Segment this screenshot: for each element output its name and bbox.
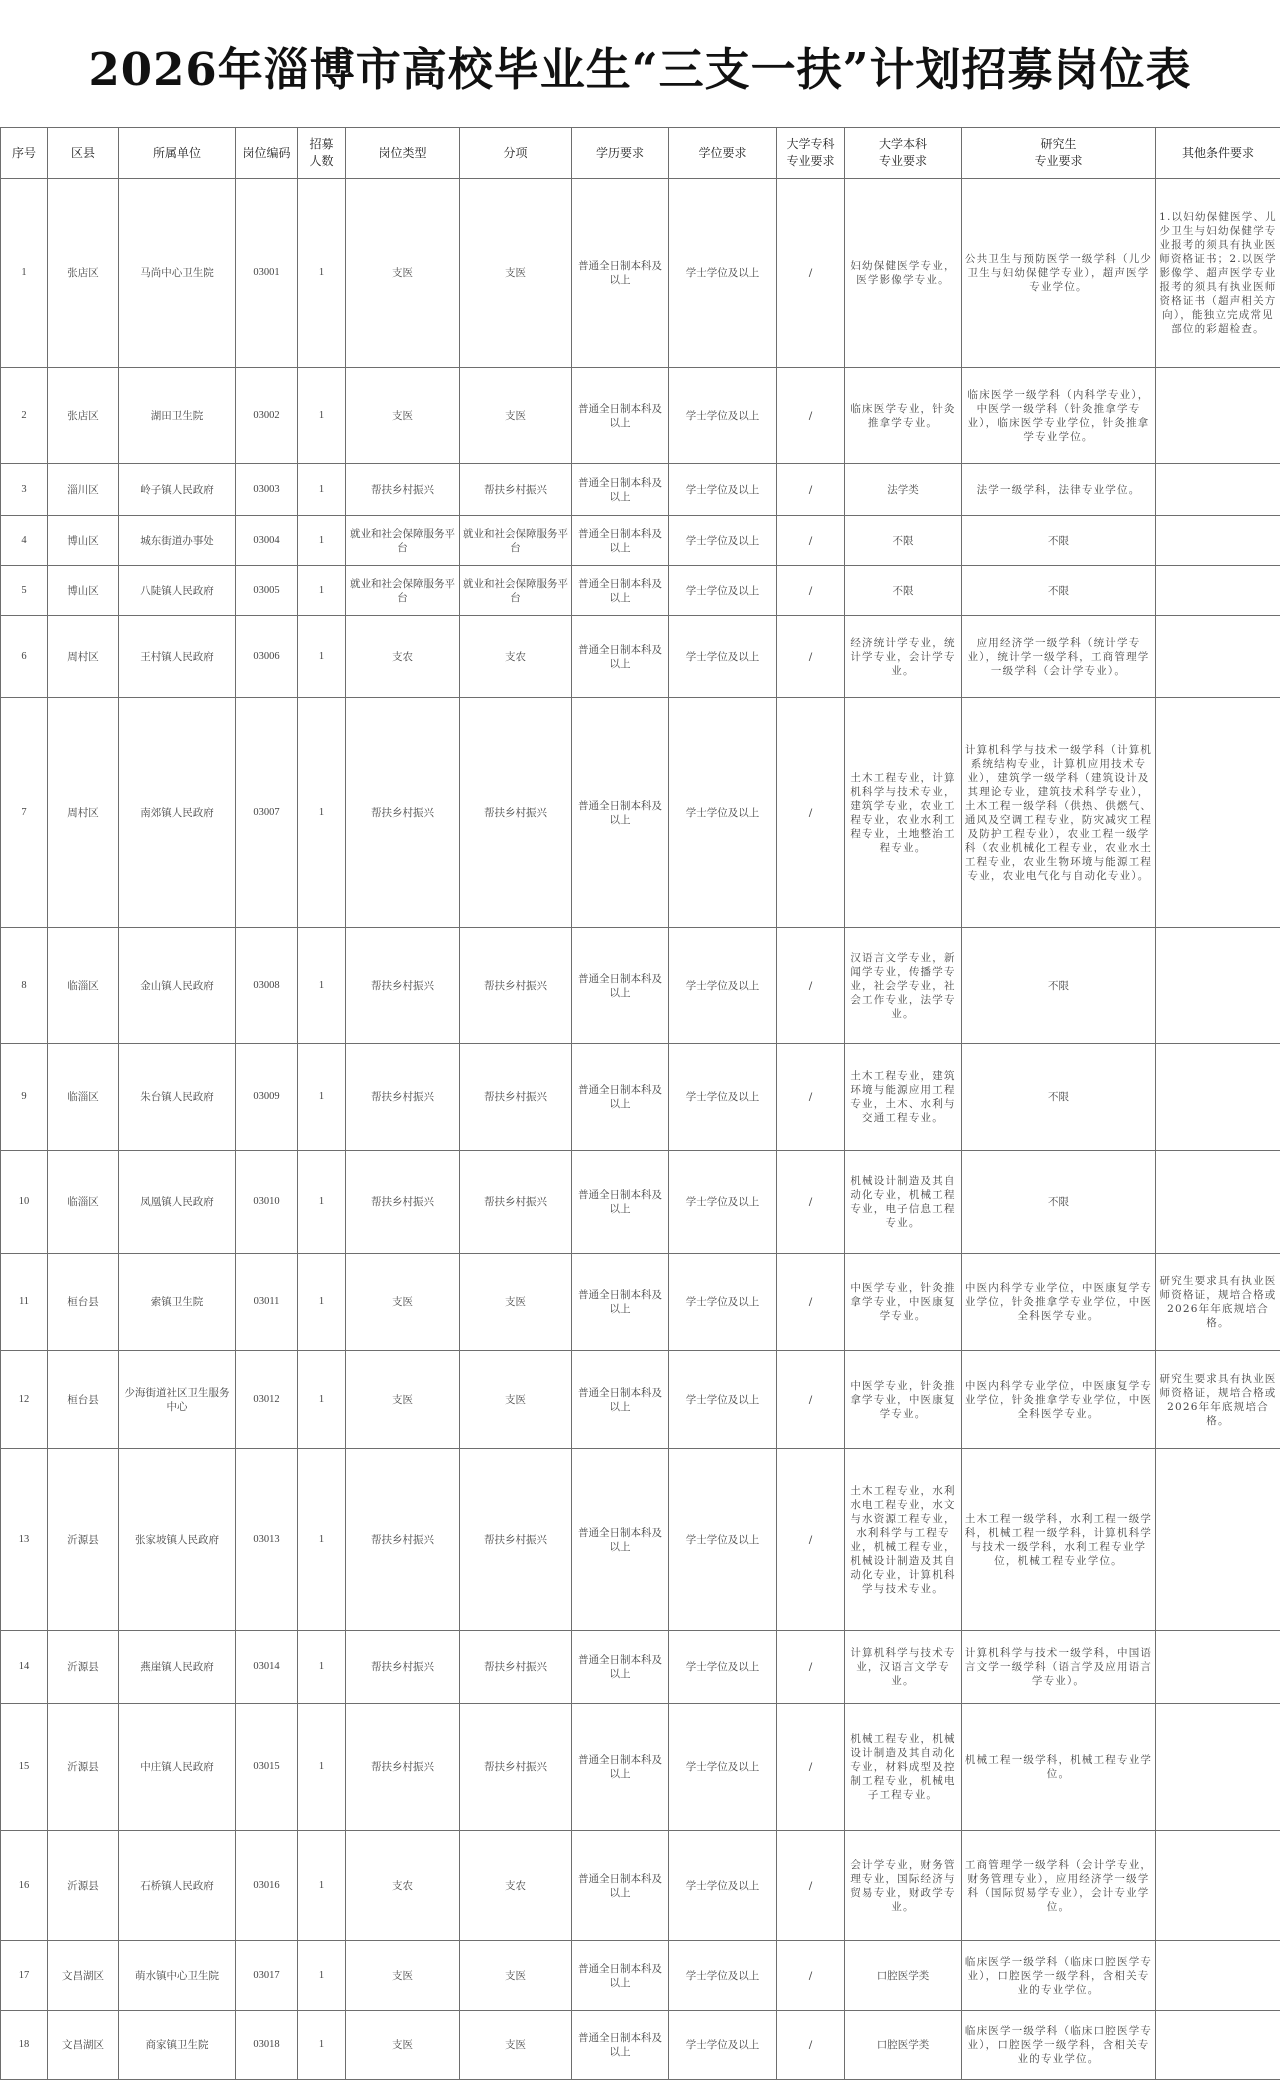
header-postgrad-line2: 专业要求	[1034, 154, 1082, 168]
cell-index: 6	[1, 616, 48, 698]
cell-postgrad: 计算机科学与技术一级学科（计算机系统结构专业，计算机应用技术专业），建筑学一级学科（建筑设计及其理论专业，建筑技术科学专业），土木工程一级学科（供热、供燃气、通风及空调工程专业，防灾减灾工程及防护工程专业），农业工程一级学科（农业机械化工程专业，农业水土工程专业，农业生物环境与能源工程专业，农业电气化与自动化专业）。	[962, 698, 1156, 928]
table-row	[1, 179, 1280, 368]
cell-junior-college: /	[777, 1254, 845, 1351]
cell-index: 8	[1, 928, 48, 1044]
cell-code: 03004	[236, 516, 298, 566]
cell-code: 03008	[236, 928, 298, 1044]
cell-other	[1156, 928, 1280, 1044]
cell-sub-item: 支医	[460, 179, 572, 368]
cell-sub-item: 支医	[460, 1351, 572, 1449]
cell-code: 03014	[236, 1631, 298, 1704]
cell-unit: 城东街道办事处	[119, 516, 236, 566]
cell-post-type: 帮扶乡村振兴	[346, 1631, 460, 1704]
header-junior-college	[777, 128, 845, 179]
cell-count: 1	[298, 1831, 346, 1941]
table-row	[1, 1351, 1280, 1449]
cell-postgrad: 计算机科学与技术一级学科，中国语言文学一级学科（语言学及应用语言学专业）。	[962, 1631, 1156, 1704]
cell-sub-item: 帮扶乡村振兴	[460, 1704, 572, 1831]
cell-other: 1.以妇幼保健医学、儿少卫生与妇幼保健学专业报考的须具有执业医师资格证书；2.以医学影像学、超声医学专业报考的须具有执业医师资格证书（超声相关方向），能独立完成常见部位的彩超检查。	[1156, 179, 1280, 368]
cell-code: 03011	[236, 1254, 298, 1351]
cell-sub-item: 帮扶乡村振兴	[460, 1044, 572, 1151]
cell-district: 沂源县	[48, 1831, 119, 1941]
cell-other	[1156, 1941, 1280, 2011]
cell-degree: 学士学位及以上	[669, 179, 777, 368]
cell-education: 普通全日制本科及以上	[572, 1044, 669, 1151]
cell-index: 9	[1, 1044, 48, 1151]
cell-postgrad: 不限	[962, 1151, 1156, 1254]
cell-undergrad: 临床医学专业，针灸推拿学专业。	[845, 368, 962, 464]
cell-junior-college: /	[777, 698, 845, 928]
cell-education: 普通全日制本科及以上	[572, 1831, 669, 1941]
cell-degree: 学士学位及以上	[669, 1941, 777, 2011]
cell-junior-college: /	[777, 1449, 845, 1631]
cell-undergrad: 口腔医学类	[845, 1941, 962, 2011]
cell-education: 普通全日制本科及以上	[572, 368, 669, 464]
table-row	[1, 1941, 1280, 2011]
table-row	[1, 1044, 1280, 1151]
cell-other	[1156, 2011, 1280, 2080]
cell-post-type: 支医	[346, 1351, 460, 1449]
cell-district: 文昌湖区	[48, 2011, 119, 2080]
cell-district: 沂源县	[48, 1631, 119, 1704]
table-row	[1, 566, 1280, 616]
header-post-type: 岗位类型	[346, 128, 460, 179]
header-postgrad	[962, 128, 1156, 179]
header-count-line1: 招募	[309, 137, 333, 151]
cell-education: 普通全日制本科及以上	[572, 698, 669, 928]
cell-index: 13	[1, 1449, 48, 1631]
cell-education: 普通全日制本科及以上	[572, 2011, 669, 2080]
cell-count: 1	[298, 928, 346, 1044]
cell-junior-college: /	[777, 1941, 845, 2011]
cell-count: 1	[298, 1941, 346, 2011]
cell-unit: 朱台镇人民政府	[119, 1044, 236, 1151]
cell-postgrad: 不限	[962, 928, 1156, 1044]
cell-post-type: 帮扶乡村振兴	[346, 1704, 460, 1831]
table-row	[1, 516, 1280, 566]
cell-other	[1156, 1449, 1280, 1631]
cell-undergrad: 不限	[845, 516, 962, 566]
cell-degree: 学士学位及以上	[669, 1351, 777, 1449]
cell-count: 1	[298, 1449, 346, 1631]
cell-education: 普通全日制本科及以上	[572, 1254, 669, 1351]
cell-undergrad: 中医学专业，针灸推拿学专业，中医康复学专业。	[845, 1351, 962, 1449]
cell-post-type: 帮扶乡村振兴	[346, 464, 460, 516]
cell-sub-item: 帮扶乡村振兴	[460, 928, 572, 1044]
cell-postgrad: 临床医学一级学科（临床口腔医学专业），口腔医学一级学科，含相关专业的专业学位。	[962, 1941, 1156, 2011]
cell-count: 1	[298, 368, 346, 464]
cell-unit: 索镇卫生院	[119, 1254, 236, 1351]
header-unit: 所属单位	[119, 128, 236, 179]
cell-undergrad: 机械工程专业，机械设计制造及其自动化专业，材料成型及控制工程专业，机械电子工程专业。	[845, 1704, 962, 1831]
header-count-line2: 人数	[309, 154, 333, 168]
cell-district: 桓台县	[48, 1254, 119, 1351]
header-junior-college-line1: 大学专科	[786, 137, 834, 151]
cell-other	[1156, 1831, 1280, 1941]
header-undergrad-line2: 专业要求	[879, 154, 927, 168]
cell-code: 03015	[236, 1704, 298, 1831]
cell-index: 5	[1, 566, 48, 616]
cell-postgrad: 工商管理学一级学科（会计学专业，财务管理专业），应用经济学一级学科（国际贸易学专业），会计专业学位。	[962, 1831, 1156, 1941]
cell-other	[1156, 566, 1280, 616]
cell-other	[1156, 1151, 1280, 1254]
cell-post-type: 就业和社会保障服务平台	[346, 516, 460, 566]
header-junior-college-line2: 专业要求	[786, 154, 834, 168]
cell-other	[1156, 698, 1280, 928]
cell-count: 1	[298, 698, 346, 928]
table-row	[1, 928, 1280, 1044]
cell-education: 普通全日制本科及以上	[572, 1631, 669, 1704]
cell-postgrad: 公共卫生与预防医学一级学科（儿少卫生与妇幼保健学专业），超声医学专业学位。	[962, 179, 1156, 368]
cell-count: 1	[298, 1151, 346, 1254]
cell-junior-college: /	[777, 1631, 845, 1704]
cell-unit: 燕崖镇人民政府	[119, 1631, 236, 1704]
cell-undergrad: 会计学专业，财务管理专业，国际经济与贸易专业，财政学专业。	[845, 1831, 962, 1941]
cell-index: 16	[1, 1831, 48, 1941]
cell-code: 03005	[236, 566, 298, 616]
cell-degree: 学士学位及以上	[669, 1831, 777, 1941]
cell-code: 03016	[236, 1831, 298, 1941]
cell-other	[1156, 1631, 1280, 1704]
cell-sub-item: 支医	[460, 1941, 572, 2011]
cell-junior-college: /	[777, 1704, 845, 1831]
cell-postgrad: 法学一级学科，法律专业学位。	[962, 464, 1156, 516]
cell-sub-item: 帮扶乡村振兴	[460, 464, 572, 516]
cell-undergrad: 土木工程专业，建筑环境与能源应用工程专业，土木、水利与交通工程专业。	[845, 1044, 962, 1151]
cell-count: 1	[298, 566, 346, 616]
cell-index: 14	[1, 1631, 48, 1704]
cell-district: 博山区	[48, 566, 119, 616]
cell-index: 1	[1, 179, 48, 368]
cell-undergrad: 经济统计学专业，统计学专业，会计学专业。	[845, 616, 962, 698]
cell-postgrad: 土木工程一级学科，水利工程一级学科，机械工程一级学科，计算机科学与技术一级学科，水利工程专业学位，机械工程专业学位。	[962, 1449, 1156, 1631]
cell-postgrad: 中医内科学专业学位，中医康复学专业学位，针灸推拿学专业学位，中医全科医学专业。	[962, 1254, 1156, 1351]
cell-junior-college: /	[777, 1831, 845, 1941]
cell-education: 普通全日制本科及以上	[572, 464, 669, 516]
cell-unit: 金山镇人民政府	[119, 928, 236, 1044]
cell-district: 周村区	[48, 616, 119, 698]
cell-education: 普通全日制本科及以上	[572, 179, 669, 368]
cell-index: 18	[1, 2011, 48, 2080]
cell-education: 普通全日制本科及以上	[572, 1704, 669, 1831]
header-district: 区县	[48, 128, 119, 179]
cell-count: 1	[298, 1254, 346, 1351]
cell-index: 10	[1, 1151, 48, 1254]
cell-other	[1156, 368, 1280, 464]
cell-code: 03007	[236, 698, 298, 928]
cell-postgrad: 机械工程一级学科，机械工程专业学位。	[962, 1704, 1156, 1831]
cell-count: 1	[298, 1704, 346, 1831]
cell-post-type: 帮扶乡村振兴	[346, 928, 460, 1044]
cell-undergrad: 计算机科学与技术专业，汉语言文学专业。	[845, 1631, 962, 1704]
recruitment-positions-table	[0, 127, 1280, 2080]
cell-post-type: 支医	[346, 179, 460, 368]
cell-district: 桓台县	[48, 1351, 119, 1449]
cell-count: 1	[298, 1351, 346, 1449]
cell-code: 03018	[236, 2011, 298, 2080]
cell-undergrad: 中医学专业，针灸推拿学专业，中医康复学专业。	[845, 1254, 962, 1351]
cell-unit: 商家镇卫生院	[119, 2011, 236, 2080]
cell-sub-item: 帮扶乡村振兴	[460, 1631, 572, 1704]
cell-unit: 湖田卫生院	[119, 368, 236, 464]
cell-education: 普通全日制本科及以上	[572, 1151, 669, 1254]
cell-degree: 学士学位及以上	[669, 1254, 777, 1351]
cell-district: 临淄区	[48, 1151, 119, 1254]
cell-other: 研究生要求具有执业医师资格证，规培合格或2026年年底规培合格。	[1156, 1254, 1280, 1351]
cell-degree: 学士学位及以上	[669, 1449, 777, 1631]
cell-index: 17	[1, 1941, 48, 2011]
cell-education: 普通全日制本科及以上	[572, 1449, 669, 1631]
cell-other	[1156, 1044, 1280, 1151]
table-row	[1, 464, 1280, 516]
cell-degree: 学士学位及以上	[669, 464, 777, 516]
cell-sub-item: 就业和社会保障服务平台	[460, 566, 572, 616]
cell-post-type: 支医	[346, 1254, 460, 1351]
cell-postgrad: 临床医学一级学科（临床口腔医学专业），口腔医学一级学科，含相关专业的专业学位。	[962, 2011, 1156, 2080]
cell-district: 张店区	[48, 179, 119, 368]
cell-unit: 少海街道社区卫生服务中心	[119, 1351, 236, 1449]
cell-junior-college: /	[777, 1044, 845, 1151]
cell-undergrad: 法学类	[845, 464, 962, 516]
table-row	[1, 1631, 1280, 1704]
cell-other	[1156, 516, 1280, 566]
table-row	[1, 1449, 1280, 1631]
table-row	[1, 368, 1280, 464]
cell-postgrad: 临床医学一级学科（内科学专业），中医学一级学科（针灸推拿学专业），临床医学专业学位，针灸推拿学专业学位。	[962, 368, 1156, 464]
cell-education: 普通全日制本科及以上	[572, 566, 669, 616]
header-other: 其他条件要求	[1156, 128, 1280, 179]
table-body	[1, 179, 1280, 2080]
cell-code: 03012	[236, 1351, 298, 1449]
cell-count: 1	[298, 2011, 346, 2080]
cell-district: 临淄区	[48, 928, 119, 1044]
cell-count: 1	[298, 516, 346, 566]
cell-index: 12	[1, 1351, 48, 1449]
cell-sub-item: 支农	[460, 616, 572, 698]
cell-sub-item: 支医	[460, 2011, 572, 2080]
page-title: 2026年淄博市高校毕业生“三支一扶”计划招募岗位表	[0, 40, 1280, 100]
cell-undergrad: 汉语言文学专业，新闻学专业，传播学专业，社会学专业，社会工作专业，法学专业。	[845, 928, 962, 1044]
cell-district: 沂源县	[48, 1704, 119, 1831]
table-row	[1, 2011, 1280, 2080]
cell-degree: 学士学位及以上	[669, 1704, 777, 1831]
cell-district: 沂源县	[48, 1449, 119, 1631]
cell-post-type: 支农	[346, 1831, 460, 1941]
cell-unit: 八陡镇人民政府	[119, 566, 236, 616]
cell-degree: 学士学位及以上	[669, 1631, 777, 1704]
cell-unit: 王村镇人民政府	[119, 616, 236, 698]
cell-code: 03010	[236, 1151, 298, 1254]
table-row	[1, 698, 1280, 928]
cell-degree: 学士学位及以上	[669, 368, 777, 464]
cell-other	[1156, 616, 1280, 698]
cell-sub-item: 帮扶乡村振兴	[460, 1151, 572, 1254]
cell-junior-college: /	[777, 928, 845, 1044]
cell-junior-college: /	[777, 2011, 845, 2080]
cell-unit: 马尚中心卫生院	[119, 179, 236, 368]
header-undergrad-line1: 大学本科	[879, 137, 927, 151]
cell-postgrad: 应用经济学一级学科（统计学专业），统计学一级学科，工商管理学一级学科（会计学专业）。	[962, 616, 1156, 698]
cell-post-type: 就业和社会保障服务平台	[346, 566, 460, 616]
cell-undergrad: 机械设计制造及其自动化专业，机械工程专业，电子信息工程专业。	[845, 1151, 962, 1254]
cell-sub-item: 帮扶乡村振兴	[460, 698, 572, 928]
cell-postgrad: 不限	[962, 516, 1156, 566]
cell-post-type: 支医	[346, 2011, 460, 2080]
cell-degree: 学士学位及以上	[669, 2011, 777, 2080]
table-row	[1, 1831, 1280, 1941]
header-education: 学历要求	[572, 128, 669, 179]
cell-degree: 学士学位及以上	[669, 1151, 777, 1254]
cell-junior-college: /	[777, 1151, 845, 1254]
cell-district: 文昌湖区	[48, 1941, 119, 2011]
cell-degree: 学士学位及以上	[669, 616, 777, 698]
header-postgrad-line1: 研究生	[1040, 137, 1076, 151]
cell-unit: 岭子镇人民政府	[119, 464, 236, 516]
header-index: 序号	[1, 128, 48, 179]
cell-education: 普通全日制本科及以上	[572, 1351, 669, 1449]
cell-sub-item: 就业和社会保障服务平台	[460, 516, 572, 566]
cell-count: 1	[298, 1631, 346, 1704]
header-sub-item: 分项	[460, 128, 572, 179]
cell-sub-item: 帮扶乡村振兴	[460, 1449, 572, 1631]
cell-undergrad: 土木工程专业，计算机科学与技术专业，建筑学专业，农业工程专业，农业水利工程专业，土地整治工程专业。	[845, 698, 962, 928]
cell-code: 03013	[236, 1449, 298, 1631]
cell-code: 03006	[236, 616, 298, 698]
cell-post-type: 帮扶乡村振兴	[346, 1151, 460, 1254]
cell-undergrad: 不限	[845, 566, 962, 616]
cell-count: 1	[298, 616, 346, 698]
cell-post-type: 帮扶乡村振兴	[346, 1449, 460, 1631]
cell-unit: 南郊镇人民政府	[119, 698, 236, 928]
cell-code: 03002	[236, 368, 298, 464]
cell-degree: 学士学位及以上	[669, 566, 777, 616]
cell-other: 研究生要求具有执业医师资格证，规培合格或2026年年底规培合格。	[1156, 1351, 1280, 1449]
cell-unit: 凤凰镇人民政府	[119, 1151, 236, 1254]
cell-other	[1156, 464, 1280, 516]
cell-district: 博山区	[48, 516, 119, 566]
cell-sub-item: 支医	[460, 368, 572, 464]
cell-district: 淄川区	[48, 464, 119, 516]
cell-junior-college: /	[777, 179, 845, 368]
cell-junior-college: /	[777, 1351, 845, 1449]
cell-education: 普通全日制本科及以上	[572, 928, 669, 1044]
cell-district: 临淄区	[48, 1044, 119, 1151]
cell-postgrad: 中医内科学专业学位，中医康复学专业学位，针灸推拿学专业学位，中医全科医学专业。	[962, 1351, 1156, 1449]
header-count	[298, 128, 346, 179]
cell-count: 1	[298, 1044, 346, 1151]
cell-other	[1156, 1704, 1280, 1831]
cell-index: 4	[1, 516, 48, 566]
cell-count: 1	[298, 179, 346, 368]
cell-count: 1	[298, 464, 346, 516]
header-degree: 学位要求	[669, 128, 777, 179]
table-row	[1, 1151, 1280, 1254]
cell-index: 15	[1, 1704, 48, 1831]
table-row	[1, 1704, 1280, 1831]
cell-post-type: 帮扶乡村振兴	[346, 1044, 460, 1151]
cell-education: 普通全日制本科及以上	[572, 616, 669, 698]
cell-junior-college: /	[777, 368, 845, 464]
cell-code: 03003	[236, 464, 298, 516]
cell-sub-item: 支农	[460, 1831, 572, 1941]
cell-undergrad: 妇幼保健医学专业，医学影像学专业。	[845, 179, 962, 368]
cell-code: 03001	[236, 179, 298, 368]
cell-education: 普通全日制本科及以上	[572, 1941, 669, 2011]
cell-district: 张店区	[48, 368, 119, 464]
table-row	[1, 616, 1280, 698]
cell-postgrad: 不限	[962, 566, 1156, 616]
cell-code: 03017	[236, 1941, 298, 2011]
cell-unit: 张家坡镇人民政府	[119, 1449, 236, 1631]
cell-post-type: 支农	[346, 616, 460, 698]
cell-unit: 萌水镇中心卫生院	[119, 1941, 236, 2011]
cell-junior-college: /	[777, 566, 845, 616]
cell-junior-college: /	[777, 516, 845, 566]
cell-post-type: 支医	[346, 1941, 460, 2011]
cell-post-type: 支医	[346, 368, 460, 464]
cell-unit: 中庄镇人民政府	[119, 1704, 236, 1831]
cell-index: 7	[1, 698, 48, 928]
cell-post-type: 帮扶乡村振兴	[346, 698, 460, 928]
cell-postgrad: 不限	[962, 1044, 1156, 1151]
cell-degree: 学士学位及以上	[669, 698, 777, 928]
table-row	[1, 1254, 1280, 1351]
header-undergrad	[845, 128, 962, 179]
cell-undergrad: 口腔医学类	[845, 2011, 962, 2080]
cell-code: 03009	[236, 1044, 298, 1151]
cell-degree: 学士学位及以上	[669, 516, 777, 566]
header-code: 岗位编码	[236, 128, 298, 179]
cell-district: 周村区	[48, 698, 119, 928]
cell-junior-college: /	[777, 616, 845, 698]
cell-degree: 学士学位及以上	[669, 1044, 777, 1151]
cell-unit: 石桥镇人民政府	[119, 1831, 236, 1941]
cell-index: 11	[1, 1254, 48, 1351]
cell-degree: 学士学位及以上	[669, 928, 777, 1044]
table-header-row	[1, 128, 1280, 179]
cell-index: 2	[1, 368, 48, 464]
cell-index: 3	[1, 464, 48, 516]
cell-education: 普通全日制本科及以上	[572, 516, 669, 566]
cell-sub-item: 支医	[460, 1254, 572, 1351]
cell-undergrad: 土木工程专业，水利水电工程专业，水文与水资源工程专业，水利科学与工程专业，机械工程专业，机械设计制造及其自动化专业，计算机科学与技术专业。	[845, 1449, 962, 1631]
cell-junior-college: /	[777, 464, 845, 516]
